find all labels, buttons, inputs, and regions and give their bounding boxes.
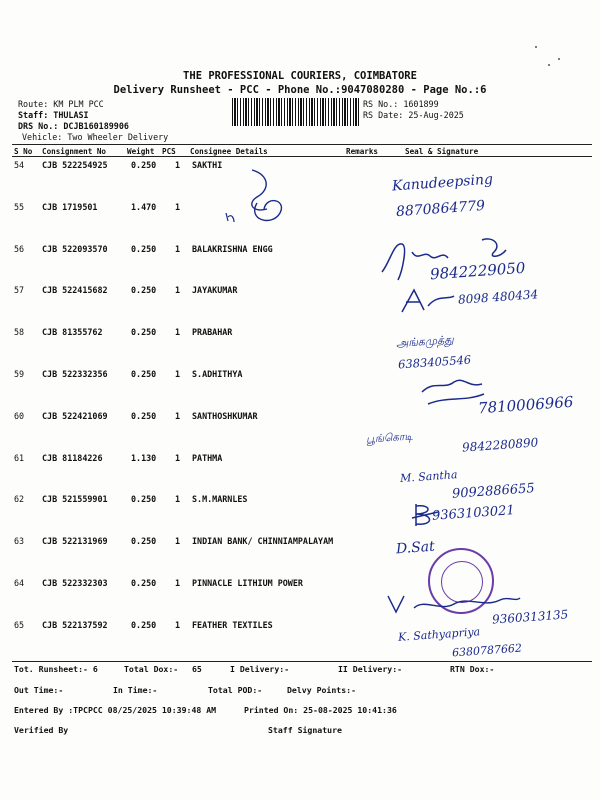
drs-label: DRS No.: DCJB160189906 — [18, 121, 129, 131]
scan-speck — [558, 58, 560, 60]
signature-54: Kanudeepsing — [391, 171, 494, 195]
row-name: BALAKRISHNA ENGG — [192, 244, 273, 254]
row-name: JAYAKUMAR — [192, 285, 238, 295]
row-pcs: 1 — [175, 369, 181, 379]
verified-by: Verified By — [14, 725, 69, 735]
phone-65: 6380787662 — [451, 641, 523, 660]
signature-63: D.Sat — [395, 538, 436, 558]
total-dox-label: Total Dox:- — [124, 664, 179, 674]
row-pcs: 1 — [175, 494, 181, 504]
row-name: S.M.MARNLES — [192, 494, 248, 504]
row-cno: CJB 81355762 — [42, 327, 103, 337]
barcode-image — [232, 98, 360, 126]
row-sno: 56 — [14, 244, 25, 254]
row-cno: CJB 81184226 — [42, 453, 103, 463]
row-weight: 0.250 — [131, 411, 157, 421]
rs-number: RS No.: 1601899 — [363, 99, 439, 109]
row-sno: 64 — [14, 578, 25, 588]
header-rule-top — [12, 144, 592, 145]
footer-rule — [12, 661, 592, 662]
row-weight: 0.250 — [131, 494, 157, 504]
phone-61: 9092886655 — [451, 481, 536, 502]
row-pcs: 1 — [175, 160, 181, 170]
signature-60: பூங்கொடி — [365, 430, 414, 446]
company-title: THE PROFESSIONAL COURIERS, COIMBATORE — [183, 70, 417, 82]
phone-54: 8870864779 — [395, 197, 486, 221]
delvy-points: Delvy Points:- — [287, 685, 357, 695]
signature-65: K. Sathyapriya — [397, 625, 481, 644]
row-cno: CJB 522415682 — [42, 285, 108, 295]
row-weight: 1.470 — [131, 202, 157, 212]
row-cno: CJB 522137592 — [42, 620, 108, 630]
row-sno: 65 — [14, 620, 25, 630]
row-sno: 62 — [14, 494, 25, 504]
col-details: Consignee Details — [190, 147, 268, 156]
phone-62: 9363103021 — [431, 503, 516, 524]
staff-label: Staff: THULASI — [18, 110, 89, 120]
rtn-dox: RTN Dox:- — [450, 664, 495, 674]
row-pcs: 1 — [175, 453, 181, 463]
row-weight: 0.250 — [131, 369, 157, 379]
tot-runsheet: Tot. Runsheet:- 6 — [14, 664, 98, 674]
row-name: S.ADHITHYA — [192, 369, 243, 379]
out-time: Out Time:- — [14, 685, 64, 695]
phone-57: 8098 480434 — [457, 287, 539, 307]
route-label: Route: KM PLM PCC — [18, 99, 104, 109]
row-cno: CJB 1719501 — [42, 202, 98, 212]
signature-scribble-55 — [212, 165, 322, 235]
row-name: PRABAHAR — [192, 327, 233, 337]
row-weight: 0.250 — [131, 536, 157, 546]
i-delivery: I Delivery:- — [230, 664, 290, 674]
row-weight: 0.250 — [131, 244, 157, 254]
row-weight: 0.250 — [131, 620, 157, 630]
row-name: FEATHER TEXTILES — [192, 620, 273, 630]
row-sno: 59 — [14, 369, 25, 379]
total-dox-value: 65 — [192, 664, 202, 674]
row-pcs: 1 — [175, 620, 181, 630]
row-cno: CJB 522093570 — [42, 244, 108, 254]
row-pcs: 1 — [175, 285, 181, 295]
col-remarks: Remarks — [346, 147, 379, 156]
col-sno: S No — [14, 147, 33, 156]
row-weight: 0.250 — [131, 578, 157, 588]
row-pcs: 1 — [175, 578, 181, 588]
phone-58: 6383405546 — [397, 352, 472, 372]
row-cno: CJB 522254925 — [42, 160, 108, 170]
row-cno: CJB 522332303 — [42, 578, 108, 588]
col-consignment: Consignment No — [42, 147, 107, 156]
row-name: SANTHOSHKUMAR — [192, 411, 258, 421]
phone-59: 7810006966 — [477, 392, 574, 418]
col-weight: Weight — [127, 147, 155, 156]
col-seal: Seal & Signature — [405, 147, 479, 156]
row-pcs: 1 — [175, 327, 181, 337]
row-sno: 63 — [14, 536, 25, 546]
signature-scribble-57 — [398, 286, 458, 316]
row-cno: CJB 522332356 — [42, 369, 108, 379]
phone-60: 9842280890 — [461, 435, 539, 455]
ii-delivery: II Delivery:- — [338, 664, 403, 674]
scan-speck — [535, 46, 537, 48]
header-rule-bottom — [12, 156, 592, 157]
row-name: INDIAN BANK/ CHINNIAMPALAYAM — [192, 536, 334, 546]
rs-date: RS Date: 25-Aug-2025 — [363, 110, 464, 120]
row-name: PATHMA — [192, 453, 223, 463]
staff-signature: Staff Signature — [268, 725, 342, 735]
row-name: SAKTHI — [192, 160, 223, 170]
phone-56: 9842229050 — [429, 258, 526, 284]
row-sno: 58 — [14, 327, 25, 337]
entered-by: Entered By :TPCPCC 08/25/2025 10:39:48 AM — [14, 705, 217, 715]
signature-61: M. Santha — [399, 468, 458, 485]
row-cno: CJB 521559901 — [42, 494, 108, 504]
row-weight: 0.250 — [131, 285, 157, 295]
row-weight: 0.250 — [131, 160, 157, 170]
scan-speck — [548, 64, 550, 66]
col-pcs: PCS — [162, 147, 176, 156]
vehicle-label: Vehicle: Two Wheeler Delivery — [22, 132, 169, 142]
in-time: In Time:- — [113, 685, 158, 695]
row-weight: 1.130 — [131, 453, 157, 463]
total-pod: Total POD:- — [208, 685, 263, 695]
row-cno: CJB 522421069 — [42, 411, 108, 421]
printed-on: Printed On: 25-08-2025 10:41:36 — [244, 705, 397, 715]
row-pcs: 1 — [175, 536, 181, 546]
row-sno: 61 — [14, 453, 25, 463]
runsheet-subtitle: Delivery Runsheet - PCC - Phone No.:9047080280 - Page No.:6 — [113, 84, 487, 96]
row-pcs: 1 — [175, 202, 181, 212]
signature-58: அங்கமுத்து — [395, 333, 455, 351]
row-cno: CJB 522131969 — [42, 536, 108, 546]
row-pcs: 1 — [175, 244, 181, 254]
row-sno: 54 — [14, 160, 25, 170]
row-sno: 57 — [14, 285, 25, 295]
row-sno: 60 — [14, 411, 25, 421]
phone-64: 9360313135 — [491, 607, 569, 627]
row-name: PINNACLE LITHIUM POWER — [192, 578, 303, 588]
row-weight: 0.250 — [131, 327, 157, 337]
row-pcs: 1 — [175, 411, 181, 421]
row-sno: 55 — [14, 202, 25, 212]
